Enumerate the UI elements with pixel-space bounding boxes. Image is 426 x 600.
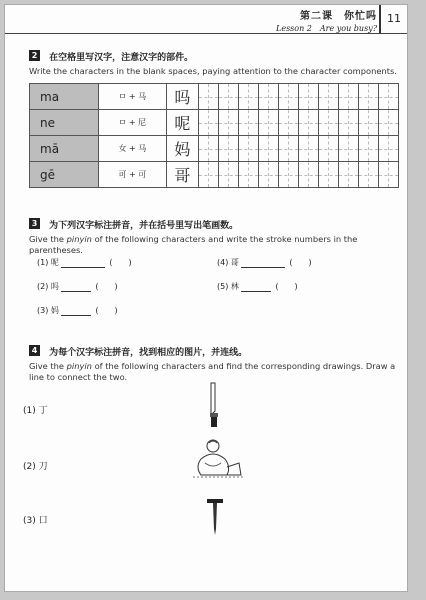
item-label: (2) 吗 [37,282,59,291]
match-char-item[interactable]: (1) 丁 [23,406,48,416]
instruction-text: Give the [29,361,67,371]
writing-box[interactable] [258,84,278,110]
grid-row [30,110,399,136]
writing-box[interactable] [298,136,318,162]
page-header [5,5,407,33]
writing-box[interactable] [238,162,258,188]
header-rule [5,33,407,34]
grid-row [30,136,399,162]
exercise-2 [29,45,399,188]
writing-box[interactable] [278,84,298,110]
writing-box[interactable] [358,84,378,110]
writing-box[interactable] [318,162,338,188]
exercise-number: 2 [29,50,40,61]
writing-box[interactable] [278,162,298,188]
writing-box[interactable] [378,110,398,136]
exercise-title: 在空格里写汉字，注意汉字的部件。 [49,53,194,63]
writing-box[interactable] [218,84,238,110]
exercise-title: 为下列汉字标注拼音，并在括号里写出笔画数。 [49,221,239,231]
components-cell: 女 + 马 [98,136,166,162]
stroke-paren[interactable]: ( ) [275,282,298,291]
match-char-item[interactable]: (2) 刀 [23,462,48,472]
stroke-item [37,305,118,316]
stroke-item [217,281,298,292]
writing-box[interactable] [258,136,278,162]
example-char: 妈 [166,136,198,162]
instruction-text: of the following characters and write the stroke numbers in the parentheses. [29,234,358,255]
pinyin-cell: gē [30,162,99,188]
writing-box[interactable] [278,136,298,162]
writing-grid [29,83,399,188]
writing-box[interactable] [199,110,219,136]
instruction-emphasis: pinyin [66,234,92,244]
writing-box[interactable] [278,110,298,136]
writing-box[interactable] [199,136,219,162]
item-label: (4) 哥 [217,258,239,267]
page-number: 11 [379,5,407,33]
stroke-item [37,257,132,268]
writing-box[interactable] [338,162,358,188]
instruction-text: of the following characters and find the corresponding drawings. Draw a line to connect the two. [29,361,396,382]
item-label: (5) 林 [217,282,239,291]
pinyin-blank[interactable] [241,283,271,292]
stroke-paren[interactable]: ( ) [109,258,132,267]
lesson-title-cn: 第二课 你忙吗 [300,11,377,22]
workbook-page [4,4,408,592]
stroke-paren[interactable]: ( ) [95,306,118,315]
pinyin-blank[interactable] [61,307,91,316]
exercise-4 [29,340,399,383]
writing-box[interactable] [378,162,398,188]
writing-box[interactable] [318,136,338,162]
knife-drawing[interactable] [203,381,227,429]
writing-box[interactable] [218,162,238,188]
writing-box[interactable] [318,84,338,110]
writing-box[interactable] [298,110,318,136]
pinyin-cell: mā [30,136,99,162]
pinyin-blank[interactable] [241,259,285,268]
writing-box[interactable] [358,136,378,162]
writing-box[interactable] [358,110,378,136]
writing-box[interactable] [298,84,318,110]
pinyin-blank[interactable] [61,283,91,292]
pinyin-cell: ne [30,110,99,136]
exercise-instruction [29,361,399,383]
writing-box[interactable] [338,84,358,110]
components-cell: 可 + 可 [98,162,166,188]
instruction-emphasis: pinyin [66,361,92,371]
grid-row [30,162,399,188]
lesson-title-en: Lesson 2 Are you busy? [276,24,377,33]
item-label: (3) 妈 [37,306,59,315]
writing-box[interactable] [218,136,238,162]
exercise-number: 4 [29,345,40,356]
writing-box[interactable] [258,110,278,136]
match-char-item[interactable]: (3) 口 [23,516,48,526]
exercise-number: 3 [29,218,40,229]
stroke-paren[interactable]: ( ) [289,258,312,267]
lesson-title [276,7,377,34]
writing-box[interactable] [258,162,278,188]
exercise-instruction: Write the characters in the blank spaces, paying attention to the character components. [29,66,397,76]
example-char: 吗 [166,84,198,110]
exercise-instruction [29,234,399,256]
example-char: 哥 [166,162,198,188]
stroke-item [37,281,118,292]
writing-box[interactable] [378,84,398,110]
stroke-item [217,257,312,268]
writing-box[interactable] [318,110,338,136]
exercise-3 [29,213,399,256]
writing-box[interactable] [199,84,219,110]
grid-row [30,84,399,110]
writing-box[interactable] [238,110,258,136]
pinyin-blank[interactable] [61,259,105,268]
instruction-text: Give the [29,234,67,244]
stroke-paren[interactable]: ( ) [95,282,118,291]
components-cell: ㅁ + 马 [98,84,166,110]
writing-box[interactable] [358,162,378,188]
writing-box[interactable] [238,136,258,162]
writing-box[interactable] [338,136,358,162]
seated-figure-drawing[interactable] [191,437,245,481]
writing-box[interactable] [199,162,219,188]
writing-box[interactable] [218,110,238,136]
item-label: (1) 呢 [37,258,59,267]
pinyin-cell: ma [30,84,99,110]
writing-box[interactable] [338,110,358,136]
writing-box[interactable] [238,84,258,110]
example-char: 呢 [166,110,198,136]
components-cell: ㅁ + 尼 [98,110,166,136]
writing-box[interactable] [298,162,318,188]
nail-drawing[interactable] [205,497,225,537]
writing-box[interactable] [378,136,398,162]
exercise-title: 为每个汉字标注拼音，找到相应的图片，并连线。 [49,348,248,358]
